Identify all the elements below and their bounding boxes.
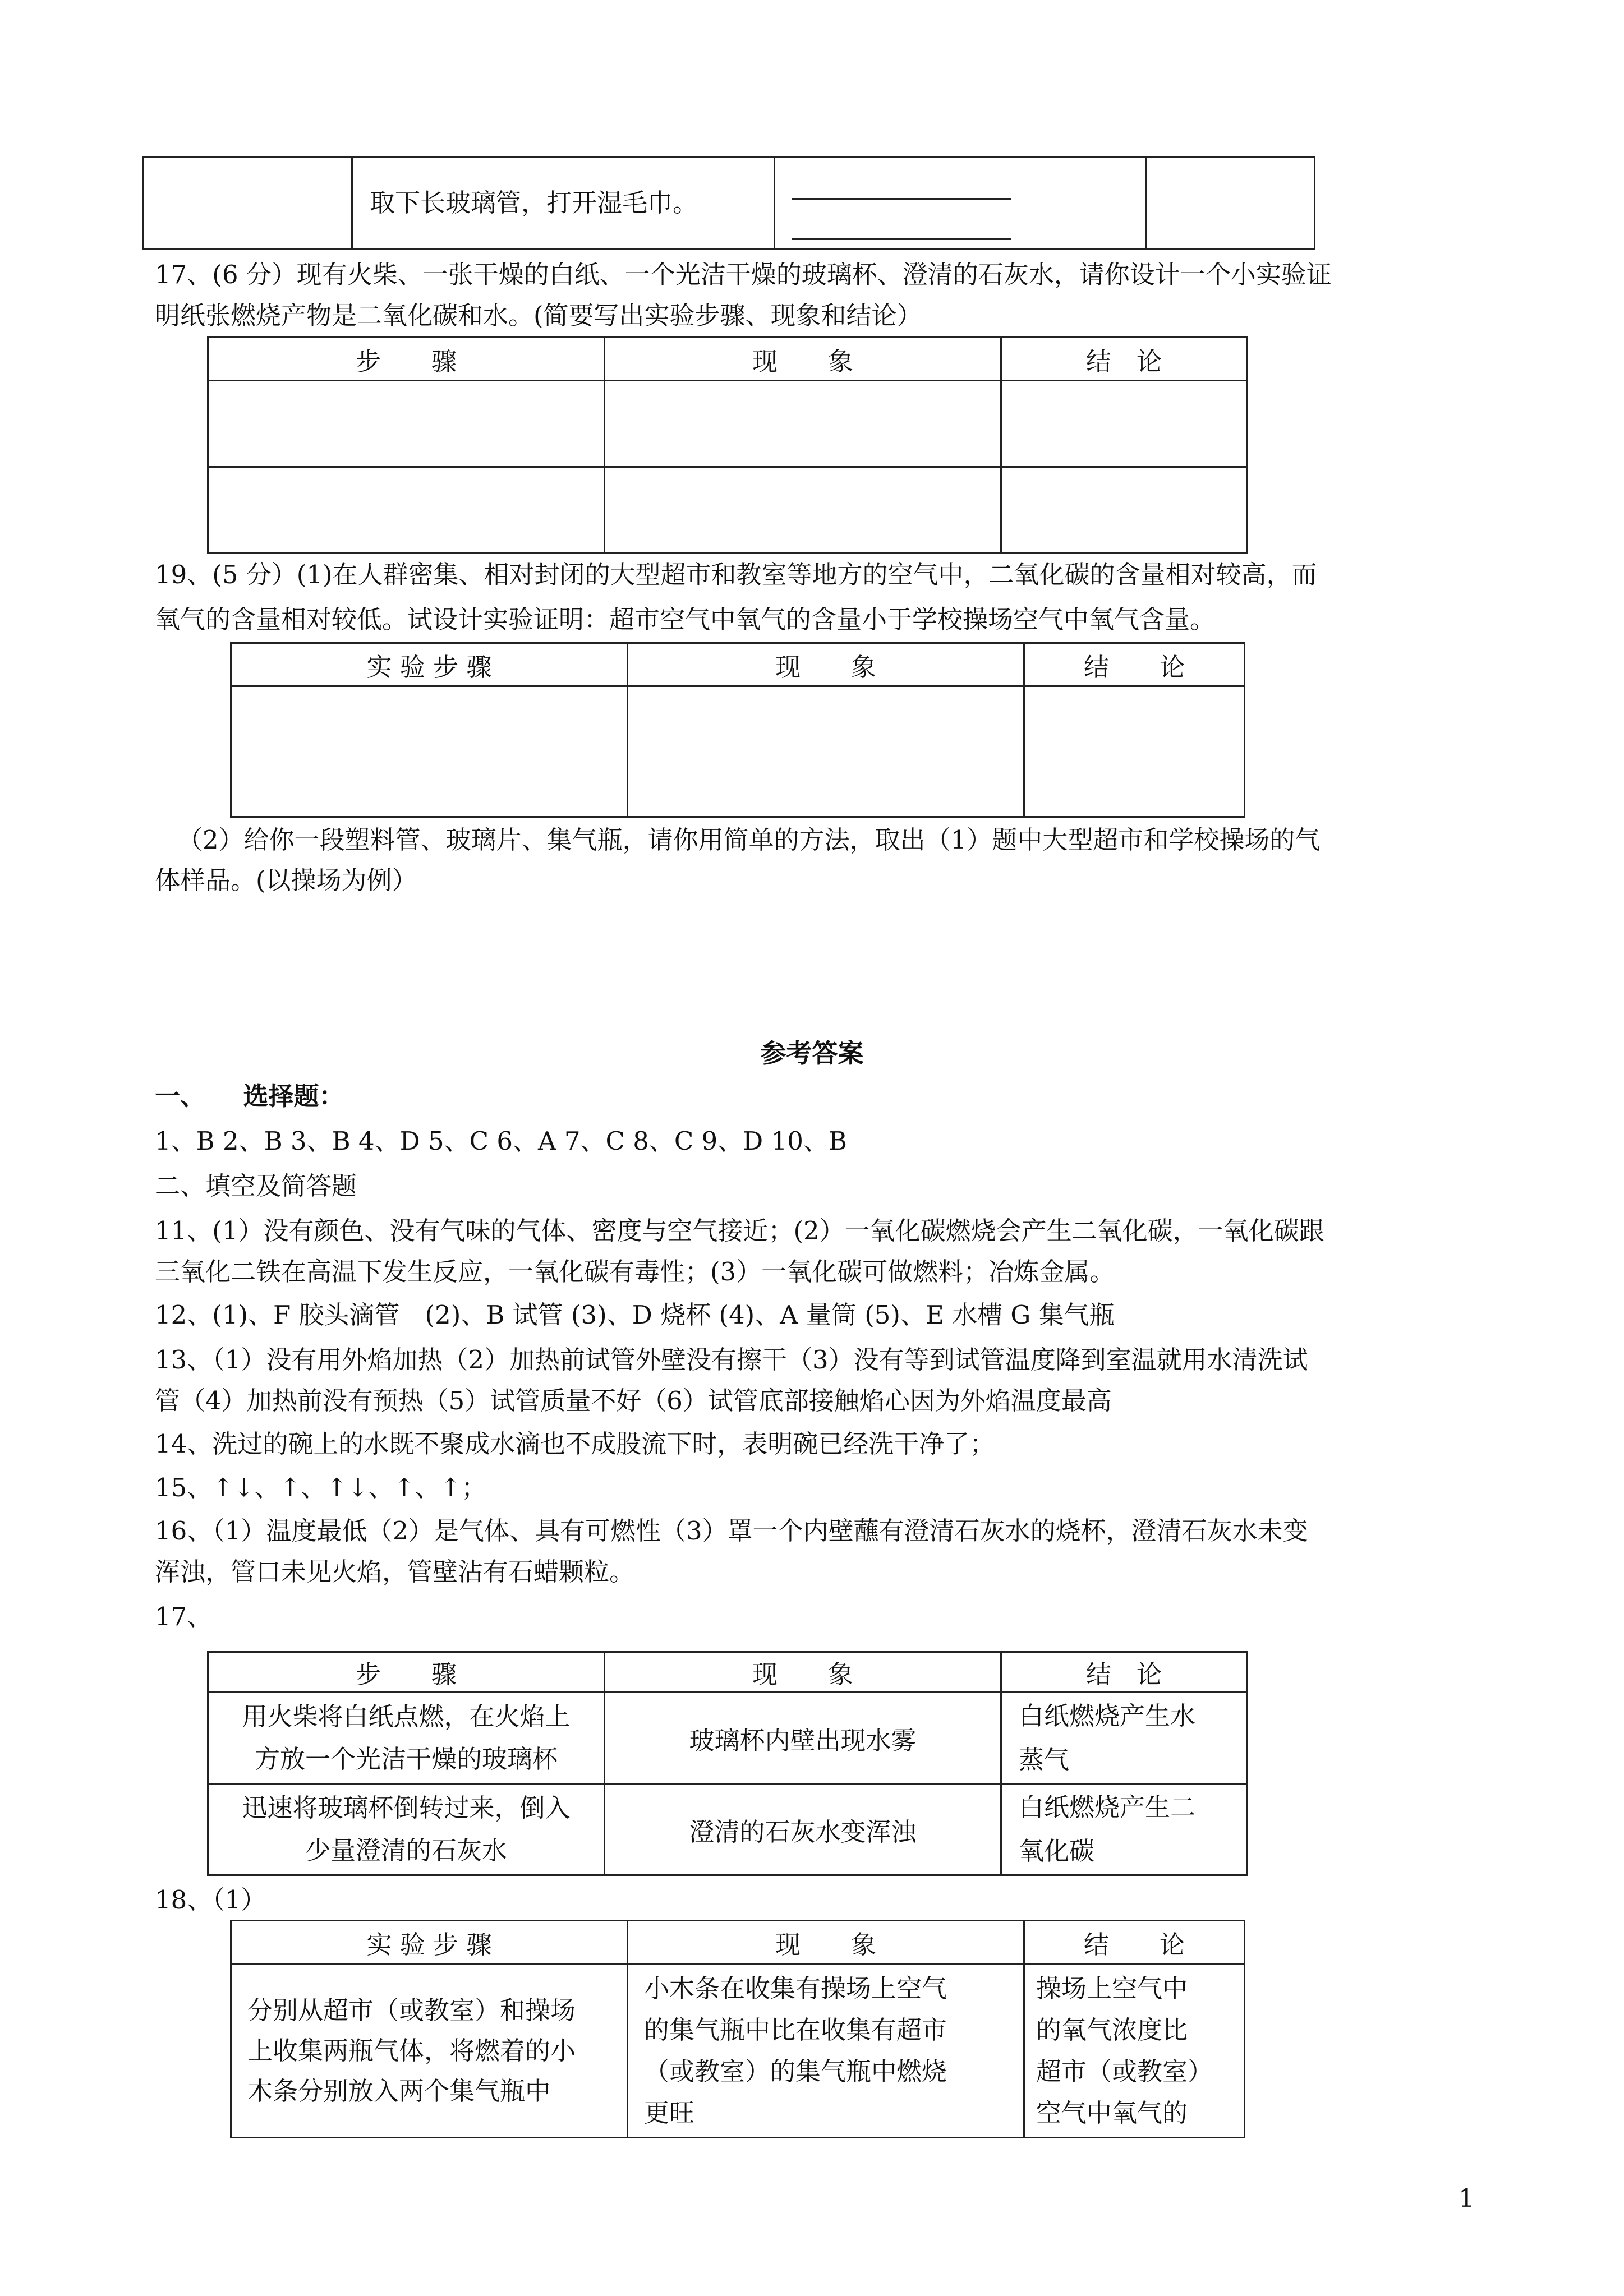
q19-header-conclusion: 结 论 [1024, 643, 1245, 686]
top-table-text: 取下长玻璃管，打开湿毛巾。 [370, 187, 698, 218]
q19-part2-line1: （2）给你一段塑料管、玻璃片、集气瓶，请你用简单的方法，取出（1）题中大型超市和学校操场的气 [177, 825, 1321, 855]
a18-conclusion-line4: 空气中氧气的 [1036, 2098, 1188, 2128]
a17-row1-phenomenon: 玻璃杯内壁出现水雾 [605, 1693, 1001, 1784]
top-table-cell-2 [352, 157, 775, 249]
a18-header-step: 实 验 步 骤 [231, 1921, 628, 1964]
a18-conclusion-line1: 操场上空气中 [1036, 1974, 1188, 2003]
a18-step-line1: 分别从超市（或教室）和操场 [247, 1995, 576, 2025]
a18-step-line2: 上收集两瓶气体，将燃着的小 [247, 2035, 576, 2066]
q17-table [207, 336, 1248, 554]
answer-11-line2: 三氧化二铁在高温下发生反应，一氧化碳有毒性；(3）一氧化碳可做燃料；冶炼金属。 [155, 1257, 1115, 1287]
answer-12: 12、(1)、F 胶头滴管 (2)、B 试管 (3)、D 烧杯 (4)、A 量筒 (5)、E 水槽 G 集气瓶 [155, 1300, 1115, 1330]
answers-section1: 一、 选择题： [155, 1081, 344, 1111]
answer-13-line2: 管（4）加热前没有预热（5）试管质量不好（6）试管底部接触焰心因为外焰温度最高 [155, 1386, 1112, 1416]
answer-16-line2: 浑浊，管口未见火焰，管壁沾有石蜡颗粒。 [155, 1557, 635, 1587]
a17-row2-conclusion-line2: 氧化碳 [1019, 1836, 1095, 1866]
a17-header-conclusion: 结 论 [1001, 1652, 1247, 1693]
top-table-cell-4 [1147, 157, 1315, 249]
q17-header-phenomenon: 现 象 [605, 338, 1001, 381]
a17-row1-conclusion-line1: 白纸燃烧产生水 [1019, 1701, 1196, 1731]
a17-row2-phenomenon: 澄清的石灰水变浑浊 [605, 1784, 1001, 1875]
a17-row2-step-line2: 少量澄清的石灰水 [305, 1836, 507, 1865]
q17-text-line2: 明纸张燃烧产物是二氧化碳和水。(简要写出实验步骤、现象和结论） [155, 301, 922, 330]
a18-phenomenon-line4: 更旺 [644, 2098, 695, 2128]
q19-header-step: 实 验 步 骤 [231, 643, 628, 686]
q19-part2-line2: 体样品。(以操场为例） [155, 865, 417, 895]
q19-header-phenomenon: 现 象 [628, 643, 1024, 686]
page-number: 1 [1459, 2183, 1475, 2213]
q17-cell [1001, 381, 1247, 467]
a17-row1-step-line1: 用火柴将白纸点燃，在火焰上 [242, 1702, 571, 1731]
q17-cell [605, 381, 1001, 467]
a17-row1-step-line2: 方放一个光洁干燥的玻璃杯 [254, 1744, 558, 1774]
a17-header-phenomenon: 现 象 [605, 1652, 1001, 1693]
q19-cell [628, 686, 1024, 817]
q19-text-line2: 氧气的含量相对较低。试设计实验证明：超市空气中氧气的含量小于学校操场空气中氧气含量。 [155, 605, 1216, 634]
a18-conclusion-cell [1024, 1964, 1245, 2138]
a17-row2-step [208, 1784, 605, 1875]
q17-header-conclusion: 结 论 [1001, 338, 1247, 381]
answers-title: 参考答案 [760, 1038, 864, 1068]
a18-step-line3: 木条分别放入两个集气瓶中 [247, 2076, 551, 2106]
a17-row1-step [208, 1693, 605, 1784]
answer-18-table [230, 1920, 1245, 2138]
a18-phenomenon-cell [628, 1964, 1024, 2138]
a18-phenomenon-line1: 小木条在收集有操场上空气 [644, 1974, 947, 2003]
a18-phenomenon-line2: 的集气瓶中比在收集有超市 [644, 2015, 947, 2045]
a17-row1-conclusion [1001, 1693, 1247, 1784]
answers-choice-line: 1、B 2、B 3、B 4、D 5、C 6、A 7、C 8、C 9、D 10、B [155, 1126, 847, 1156]
blank-line-1 [792, 198, 1011, 200]
q19-cell [231, 686, 628, 817]
q17-header-step: 步 骤 [208, 338, 605, 381]
q17-text-line1: 17、(6 分）现有火柴、一张干燥的白纸、一个光洁干燥的玻璃杯、澄清的石灰水，请你设计一个小实验证 [155, 260, 1332, 289]
blank-line-2 [792, 238, 1011, 240]
answer-16-line1: 16、（1）温度最低（2）是气体、具有可燃性（3）罩一个内壁蘸有澄清石灰水的烧杯，澄清石灰水未变 [155, 1516, 1308, 1546]
a17-row2-step-line1: 迅速将玻璃杯倒转过来，倒入 [242, 1793, 571, 1823]
a18-conclusion-line2: 的氧气浓度比 [1036, 2015, 1188, 2045]
q19-text-line1: 19、(5 分）(1)在人群密集、相对封闭的大型超市和教室等地方的空气中，二氧化碳的含量相对较高，而 [155, 560, 1317, 589]
q17-cell [208, 381, 605, 467]
answer-11-line1: 11、(1）没有颜色、没有气味的气体、密度与空气接近；(2）一氧化碳燃烧会产生二氧化碳，一氧化碳跟 [155, 1216, 1324, 1246]
answer-17-table [207, 1651, 1248, 1876]
answer-18-label: 18、（1） [155, 1885, 266, 1915]
a17-row2-conclusion [1001, 1784, 1247, 1875]
q19-table [230, 642, 1245, 818]
top-table-cell-1 [143, 157, 352, 249]
answer-14: 14、洗过的碗上的水既不聚成水滴也不成股流下时，表明碗已经洗干净了； [155, 1429, 995, 1459]
a18-header-conclusion: 结 论 [1024, 1921, 1245, 1964]
answer-17-label: 17、 [155, 1602, 213, 1631]
a18-step-cell [231, 1964, 628, 2138]
a18-header-phenomenon: 现 象 [628, 1921, 1024, 1964]
top-table [142, 156, 1315, 250]
a17-header-step: 步 骤 [208, 1652, 605, 1693]
a17-row1-conclusion-line2: 蒸气 [1019, 1745, 1070, 1774]
q19-cell [1024, 686, 1245, 817]
a18-conclusion-line3: 超市（或教室） [1036, 2057, 1213, 2086]
a17-row2-conclusion-line1: 白纸燃烧产生二 [1019, 1792, 1196, 1822]
q17-cell [605, 467, 1001, 554]
a18-phenomenon-line3: （或教室）的集气瓶中燃烧 [644, 2057, 947, 2086]
top-table-cell-3 [775, 157, 1147, 249]
q17-cell [208, 467, 605, 554]
answer-15: 15、↑↓、↑、↑↓、↑、↑； [155, 1473, 487, 1502]
answer-13-line1: 13、（1）没有用外焰加热（2）加热前试管外壁没有擦干（3）没有等到试管温度降到室温就用水清洗试 [155, 1345, 1308, 1375]
answers-section2: 二、填空及简答题 [155, 1171, 357, 1201]
q17-cell [1001, 467, 1247, 554]
